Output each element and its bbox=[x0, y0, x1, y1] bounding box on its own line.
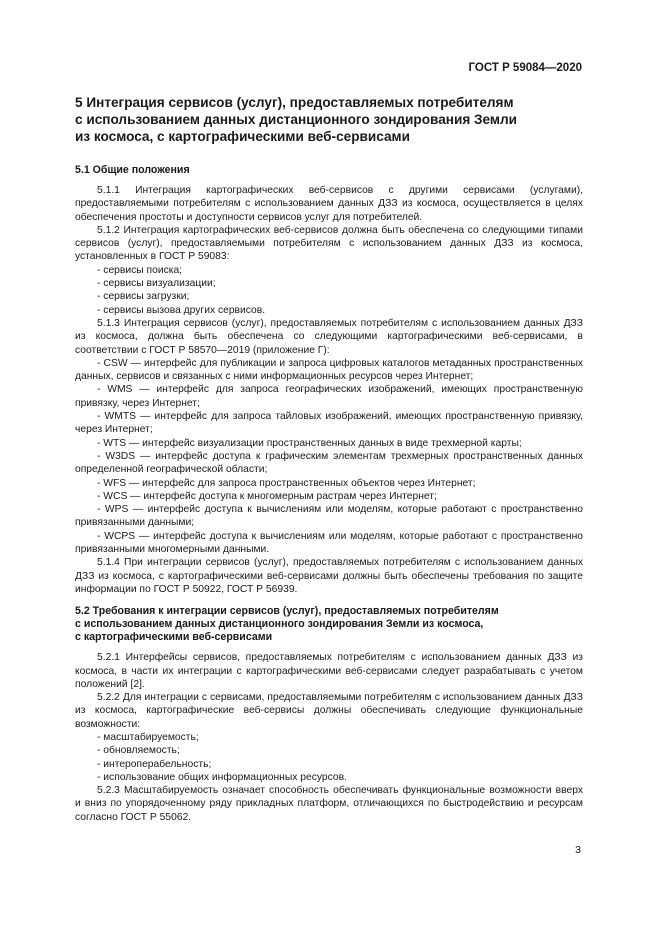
section-title bbox=[75, 94, 583, 145]
section-title-line: из космоса, с картографическими веб-сервисами bbox=[75, 129, 410, 144]
paragraph: 5.2.3 Масштабируемость означает способность обеспечивать функциональные возможности вверх и вниз по упорядоченному ряду прикладных платформ, отличающихся по быстродействию и ресурсам согласно ГОСТ Р 55062. bbox=[75, 785, 583, 823]
subsection-title: 5.1 Общие положения bbox=[75, 164, 190, 176]
page-content bbox=[75, 94, 583, 824]
paragraph: 5.1.2 Интеграция картографических веб-сервисов должна быть обеспечена со следующими типами сервисов (услуг), предоставляемыми потребителям с использованием данных ДЗЗ из космоса, установленных в ГОСТ Р 59083: bbox=[75, 224, 583, 263]
list-item: - сервисы вызова других сервисов. bbox=[97, 304, 266, 316]
list-item: - сервисы поиска; bbox=[97, 264, 183, 276]
paragraph: 5.1.1 Интеграция картографических веб-сервисов с другими сервисами (услугами), предоставляемыми потребителям с использованием данных ДЗЗ из космоса, осуществляется в целях обеспечения простоты и доступности сервисов услуг для потребителей. bbox=[75, 185, 583, 223]
paragraph: - WFS — интерфейс для запроса пространственных объектов через Интернет; bbox=[97, 477, 476, 489]
list-item: - интероперабельность; bbox=[97, 758, 212, 770]
paragraph: 5.2.1 Интерфейсы сервисов, предоставляемых потребителям с использованием данных ДЗЗ из космоса, в части их интеграции с картографическими веб-сервисами следует разрабатывать с учетом положений [2]. bbox=[75, 652, 583, 690]
paragraph: - CSW — интерфейс для публикации и запроса цифровых каталогов метаданных пространственных данных, сервисов и связанных с ними информационных ресурсов через Интернет; bbox=[75, 357, 583, 383]
paragraph: 5.2.2 Для интеграции с сервисами, предоставляемыми потребителям с использованием данных ДЗЗ из космоса, картографические веб-сервисы должны обеспечивать следующие функциональные возможности: bbox=[75, 692, 583, 730]
paragraph: - WTS — интерфейс визуализации пространственных данных в виде трехмерной карты; bbox=[97, 437, 522, 449]
paragraph: - WCPS — интерфейс доступа к вычислениям или моделям, которые работают с пространственно привязанными многомерными данными. bbox=[75, 530, 583, 556]
list-item: - масштабируемость; bbox=[97, 731, 199, 743]
subsection-title bbox=[75, 605, 583, 644]
page-number: 3 bbox=[575, 844, 581, 856]
list-item: - сервисы загрузки; bbox=[97, 291, 190, 303]
list-item: - использование общих информационных ресурсов. bbox=[97, 771, 347, 783]
subsection-title-line: с картографическими веб-сервисами bbox=[75, 631, 273, 644]
paragraph: - WMTS — интерфейс для запроса тайловых изображений, имеющих пространственную привязку, через Интернет; bbox=[75, 411, 583, 436]
subsection-title-line: 5.2 Требования к интеграции сервисов (услуг), предоставляемых потребителям bbox=[75, 605, 499, 618]
section-title-line: с использованием данных дистанционного зондирования Земли bbox=[75, 112, 517, 127]
paragraph: - WCS — интерфейс доступа к многомерным растрам через Интернет; bbox=[97, 490, 437, 502]
paragraph: 5.1.3 Интеграция сервисов (услуг), предоставляемых потребителям с использованием данных ДЗЗ из космоса, должна быть обеспечена со следующими картографическими веб-сервисами, в соответствии с ГОСТ Р 58570—2019 (приложение Г): bbox=[75, 317, 583, 356]
paragraph: 5.1.4 При интеграции сервисов (услуг), предоставляемых потребителям с использованием данных ДЗЗ из космоса, с картографическими веб-сервисами должны быть обеспечены требования по защите информации по ГОСТ Р 50922, ГОСТ Р 56939. bbox=[75, 557, 583, 595]
list-item: - обновляемость; bbox=[97, 745, 180, 757]
subsection-title-line: с использованием данных дистанционного зондирования Земли из космоса, bbox=[75, 618, 484, 631]
paragraph: - WMS — интерфейс для запроса географических изображений, имеющих пространственную привязку, через Интернет; bbox=[75, 384, 583, 409]
section-title-line: 5 Интеграция сервисов (услуг), предоставляемых потребителям bbox=[75, 95, 514, 110]
subsection-body bbox=[75, 184, 583, 596]
subsection-body bbox=[75, 651, 583, 824]
paragraph: - W3DS — интерфейс доступа к графическим элементам трехмерных пространственных данных определенной географической области; bbox=[75, 450, 583, 476]
paragraph: - WPS — интерфейс доступа к вычислениям или моделям, которые работают с пространственно привязанными данными; bbox=[75, 504, 583, 529]
list-item: - сервисы визуализации; bbox=[97, 278, 216, 290]
standard-code: ГОСТ Р 59084—2020 bbox=[468, 62, 582, 74]
